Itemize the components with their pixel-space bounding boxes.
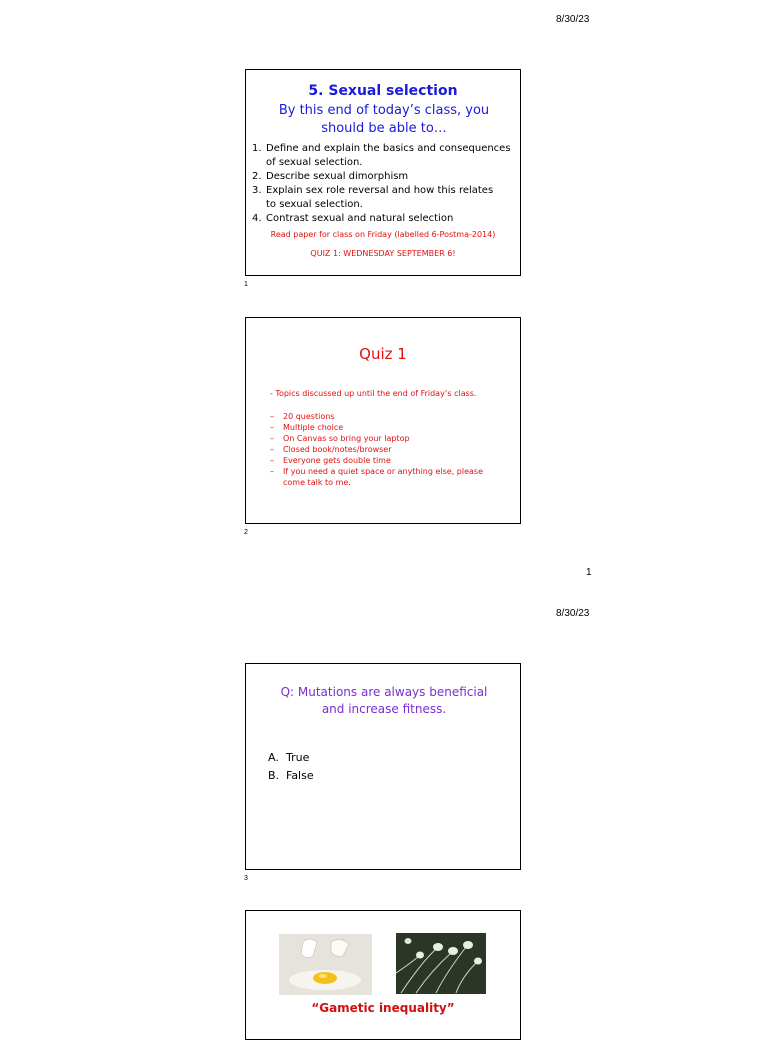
slide-4 [245, 910, 521, 1040]
list-item: – On Canvas so bring your laptop [270, 434, 410, 443]
page-date: 8/30/23 [556, 14, 590, 25]
slide-number: 3 [244, 875, 248, 882]
slide-number: 1 [244, 281, 248, 288]
objective-text: Explain sex role reversal and how this relates [266, 185, 494, 196]
subtitle-line: should be able to… [321, 121, 447, 136]
list-item: – Multiple choice [270, 423, 344, 432]
slide-3 [245, 663, 521, 870]
objective-text: Contrast sexual and natural selection [266, 213, 454, 224]
slide-caption: “Gametic inequality” [311, 1001, 455, 1015]
objectives-list [252, 142, 518, 226]
slide-title: 5. Sexual selection [308, 83, 458, 99]
slide-subtitle [256, 102, 512, 138]
objective-text: of sexual selection. [266, 157, 363, 168]
quiz-details-list [270, 411, 510, 488]
reading-note: Read paper for class on Friday (labelled 6-Postma-2014) [270, 230, 496, 239]
list-item-text: If you need a quiet space or anything else, please [283, 467, 484, 476]
list-item-text: come talk to me. [283, 478, 351, 487]
list-item-text: Everyone gets double time [283, 456, 391, 465]
answer-list [268, 749, 314, 785]
slide-2 [245, 317, 521, 524]
slide-number: 2 [244, 529, 248, 536]
answer-text: False [286, 769, 314, 782]
cracked-egg-image [279, 934, 372, 995]
sperm-cells-image [396, 933, 486, 994]
objective-text: Describe sexual dimorphism [266, 171, 409, 182]
list-item [252, 212, 518, 226]
objective-text: to sexual selection. [266, 199, 363, 210]
list-item-text: Multiple choice [283, 423, 344, 432]
list-item [252, 170, 518, 184]
sperm-icon [396, 933, 486, 994]
list-item [268, 767, 314, 785]
list-number: 4. [252, 213, 262, 224]
subtitle-line: By this end of today’s class, you [278, 103, 490, 118]
answer-letter: B. [268, 769, 280, 782]
list-number: 3. [252, 185, 262, 196]
list-item: – 20 questions [270, 412, 335, 421]
list-item: – Closed book/notes/browser [270, 445, 392, 454]
slide-1 [245, 69, 521, 276]
list-item [252, 184, 518, 212]
list-number: 2. [252, 171, 262, 182]
answer-text: True [286, 751, 310, 764]
question-line: Q: Mutations are always beneficial [280, 685, 488, 699]
slide-title: Quiz 1 [359, 345, 407, 363]
page-date: 8/30/23 [556, 608, 590, 619]
list-item-text: Closed book/notes/browser [283, 445, 392, 454]
list-item: – If you need a quiet space or anything else, please come talk to me. [270, 466, 510, 488]
list-item-text: On Canvas so bring your laptop [283, 434, 410, 443]
quiz-note: QUIZ 1: WEDNESDAY SEPTEMBER 6! [310, 249, 456, 258]
list-number: 1. [252, 143, 262, 154]
egg-icon [279, 934, 372, 995]
list-item: – Everyone gets double time [270, 456, 391, 465]
list-item [268, 749, 314, 767]
page-number: 1 [586, 567, 592, 578]
question-text [260, 684, 508, 718]
list-item [252, 142, 518, 170]
topics-text: - Topics discussed up until the end of Friday’s class. [270, 389, 477, 398]
question-line: and increase fitness. [321, 702, 447, 716]
answer-letter: A. [268, 751, 279, 764]
list-item-text: 20 questions [283, 412, 335, 421]
objective-text: Define and explain the basics and consequences [266, 143, 511, 154]
